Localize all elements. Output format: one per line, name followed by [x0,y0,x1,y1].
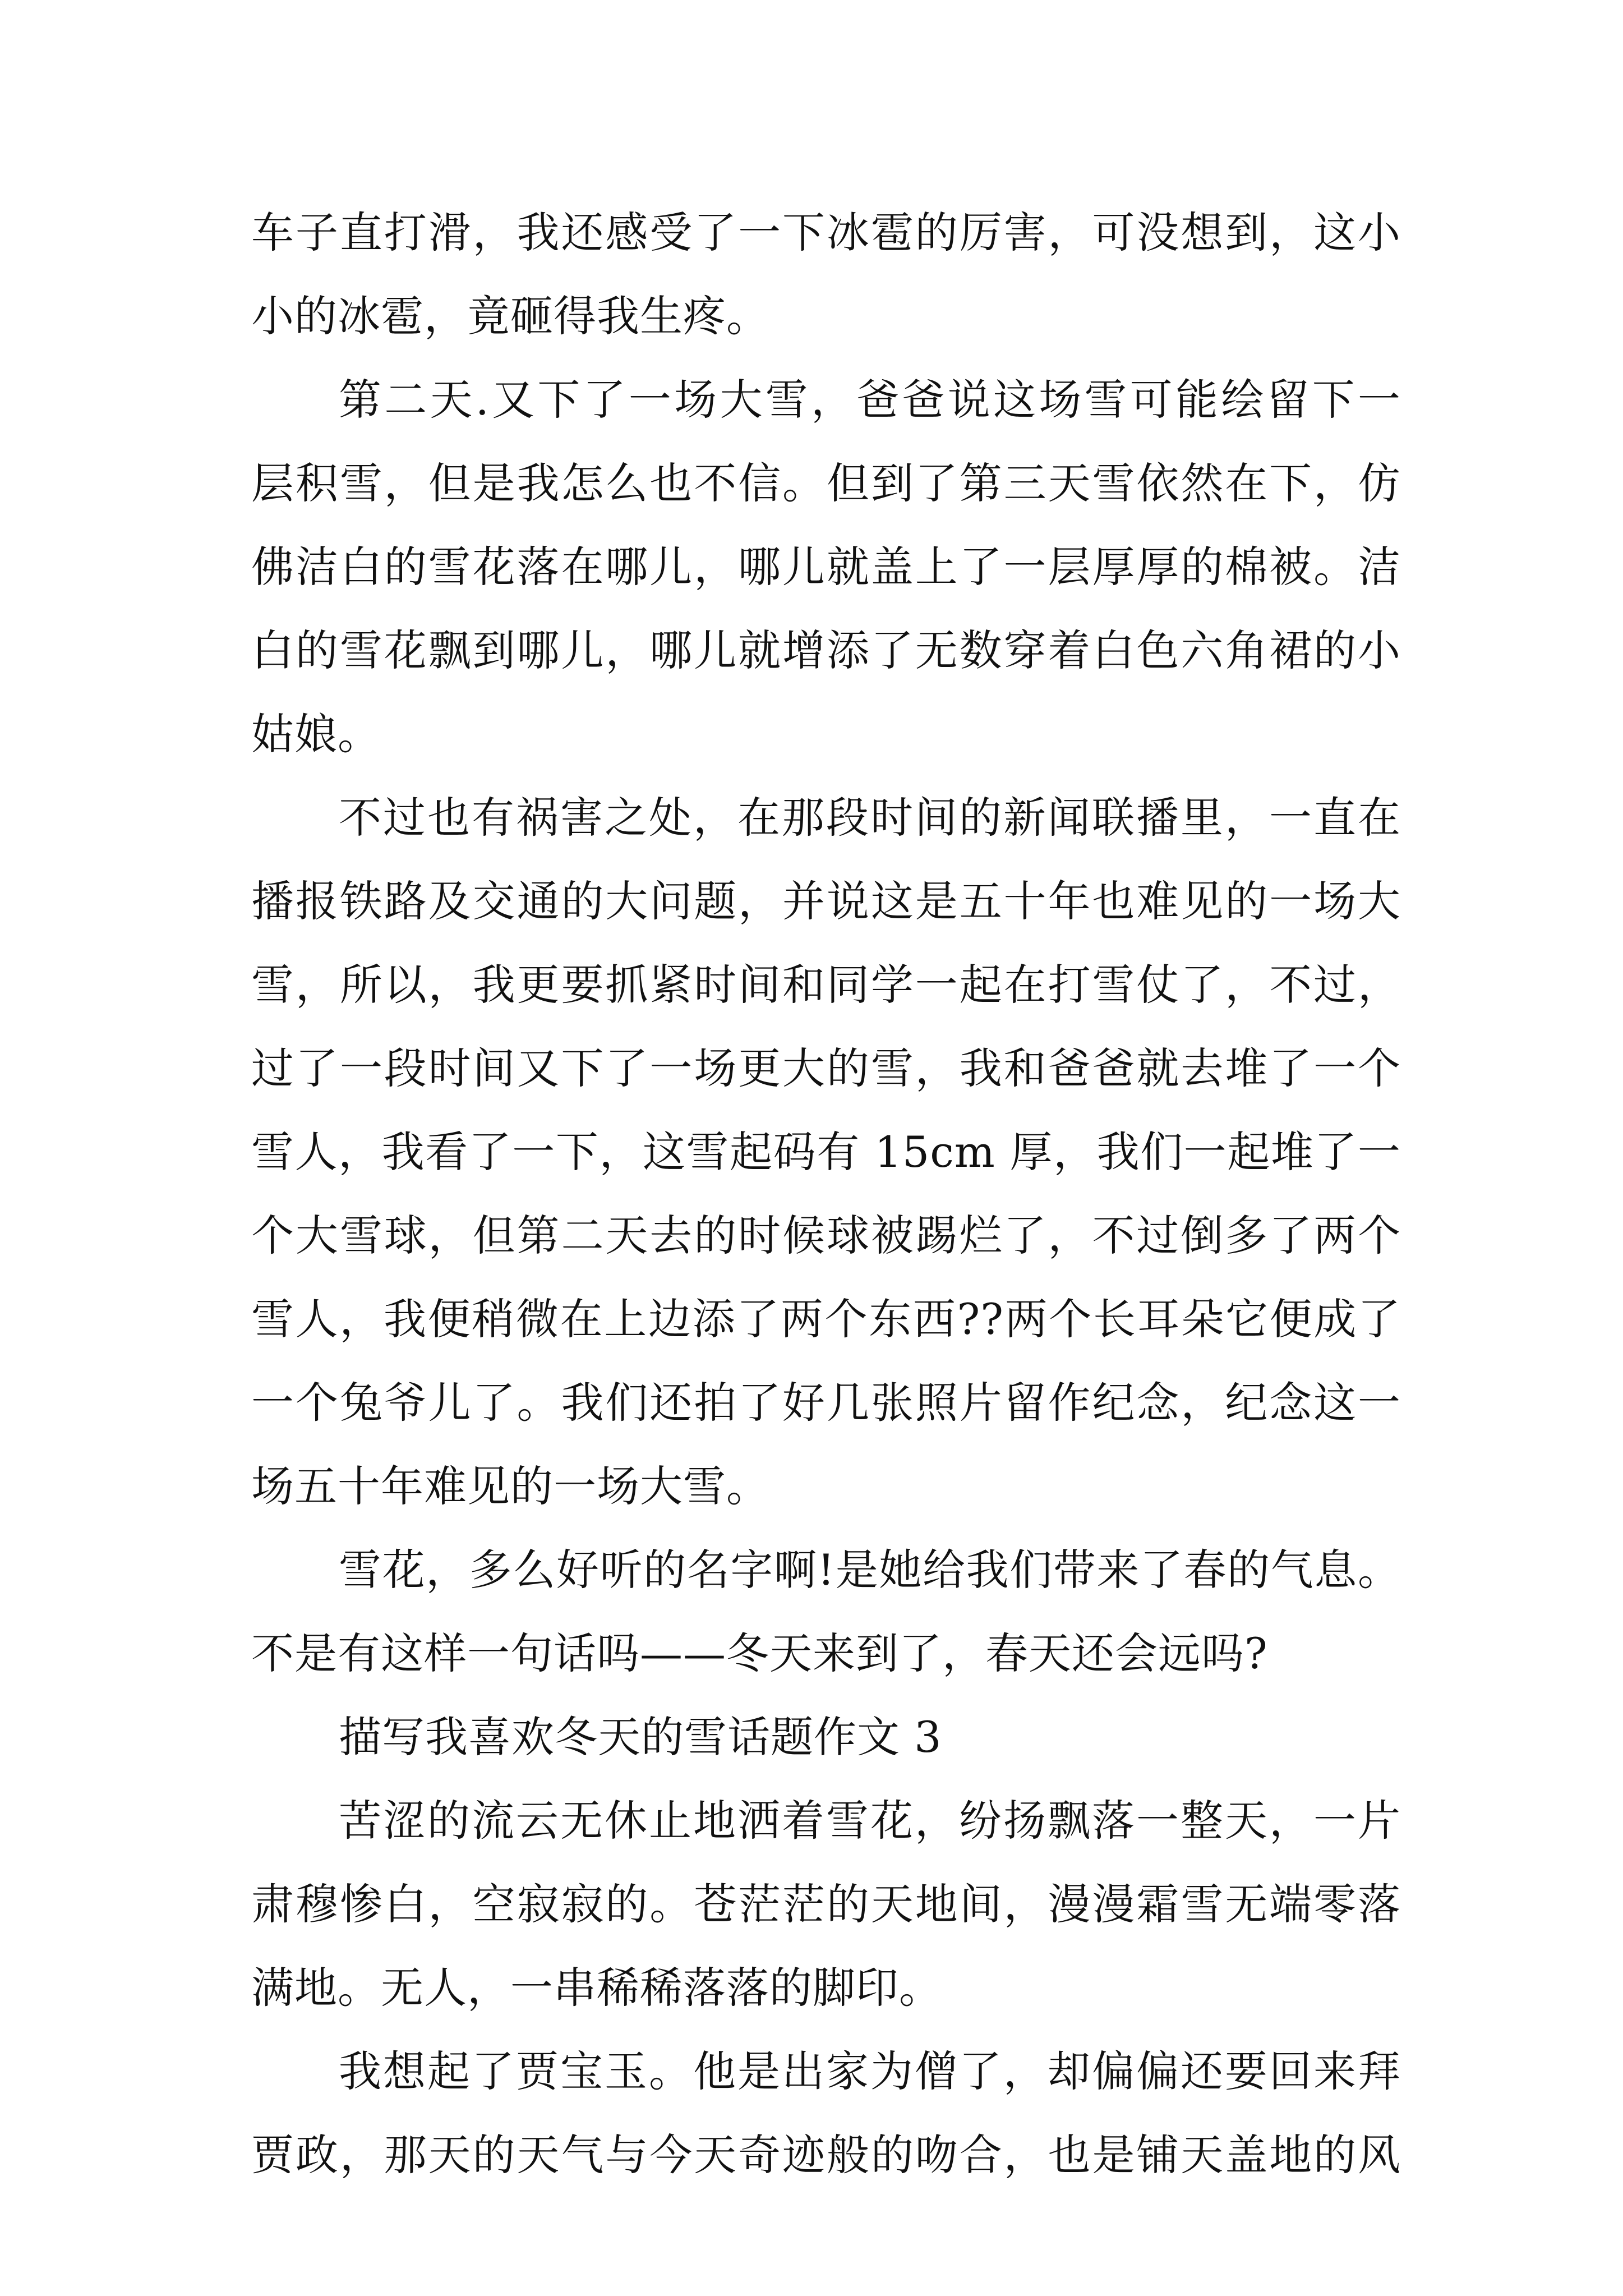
text-line: 苦涩的流云无休止地洒着雪花，纷扬飘落一整天，一片 [339,1796,1401,1846]
text-line: 雪，所以，我更要抓紧时间和同学一起在打雪仗了，不过， [251,960,1401,1010]
text-line: 车子直打滑，我还感受了一下冰雹的厉害，可没想到，这小 [251,208,1401,257]
text-line: 雪花，多么好听的名字啊!是她给我们带来了春的气息。 [339,1545,1401,1595]
text-line: 个大雪球，但第二天去的时候球被踢烂了，不过倒多了两个 [251,1211,1401,1260]
text-line: 第二天.又下了一场大雪，爸爸说这场雪可能绘留下一 [339,375,1401,425]
text-line: 佛洁白的雪花落在哪儿，哪儿就盖上了一层厚厚的棉被。洁 [251,542,1401,592]
text-line: 一个兔爷儿了。我们还拍了好几张照片留作纪念，纪念这一 [251,1378,1401,1428]
text-line: 描写我喜欢冬天的雪话题作文 3 [339,1712,942,1762]
text-line: 不过也有祸害之处，在那段时间的新闻联播里，一直在 [339,793,1401,843]
text-line: 贾政，那天的天气与今天奇迹般的吻合，也是铺天盖地的风 [251,2130,1401,2180]
text-line: 白的雪花飘到哪儿，哪儿就增添了无数穿着白色六角裙的小 [251,625,1401,675]
text-line: 雪人，我便稍微在上边添了两个东西??两个长耳朵它便成了 [251,1294,1401,1344]
document-body [251,191,1401,2197]
text-line: 满地。无人，一串稀稀落落的脚印。 [251,1963,942,2013]
text-line: 雪人，我看了一下，这雪起码有 15cm 厚，我们一起堆了一 [251,1127,1401,1177]
text-line: 层积雪，但是我怎么也不信。但到了第三天雪依然在下，仿 [251,458,1401,508]
text-line: 肃穆惨白，空寂寂的。苍茫茫的天地间，漫漫霜雪无端零落 [251,1879,1401,1929]
text-line: 不是有这样一句话吗——冬天来到了，春天还会远吗? [251,1628,1268,1678]
text-line: 过了一段时间又下了一场更大的雪，我和爸爸就去堆了一个 [251,1043,1401,1093]
text-line: 我想起了贾宝玉。他是出家为僧了，却偏偏还要回来拜 [339,2046,1401,2096]
text-line: 场五十年难见的一场大雪。 [251,1461,769,1511]
text-line: 姑娘。 [251,709,381,759]
text-line: 小的冰雹，竟砸得我生疼。 [251,291,769,341]
text-line: 播报铁路及交通的大问题，并说这是五十年也难见的一场大 [251,876,1401,926]
